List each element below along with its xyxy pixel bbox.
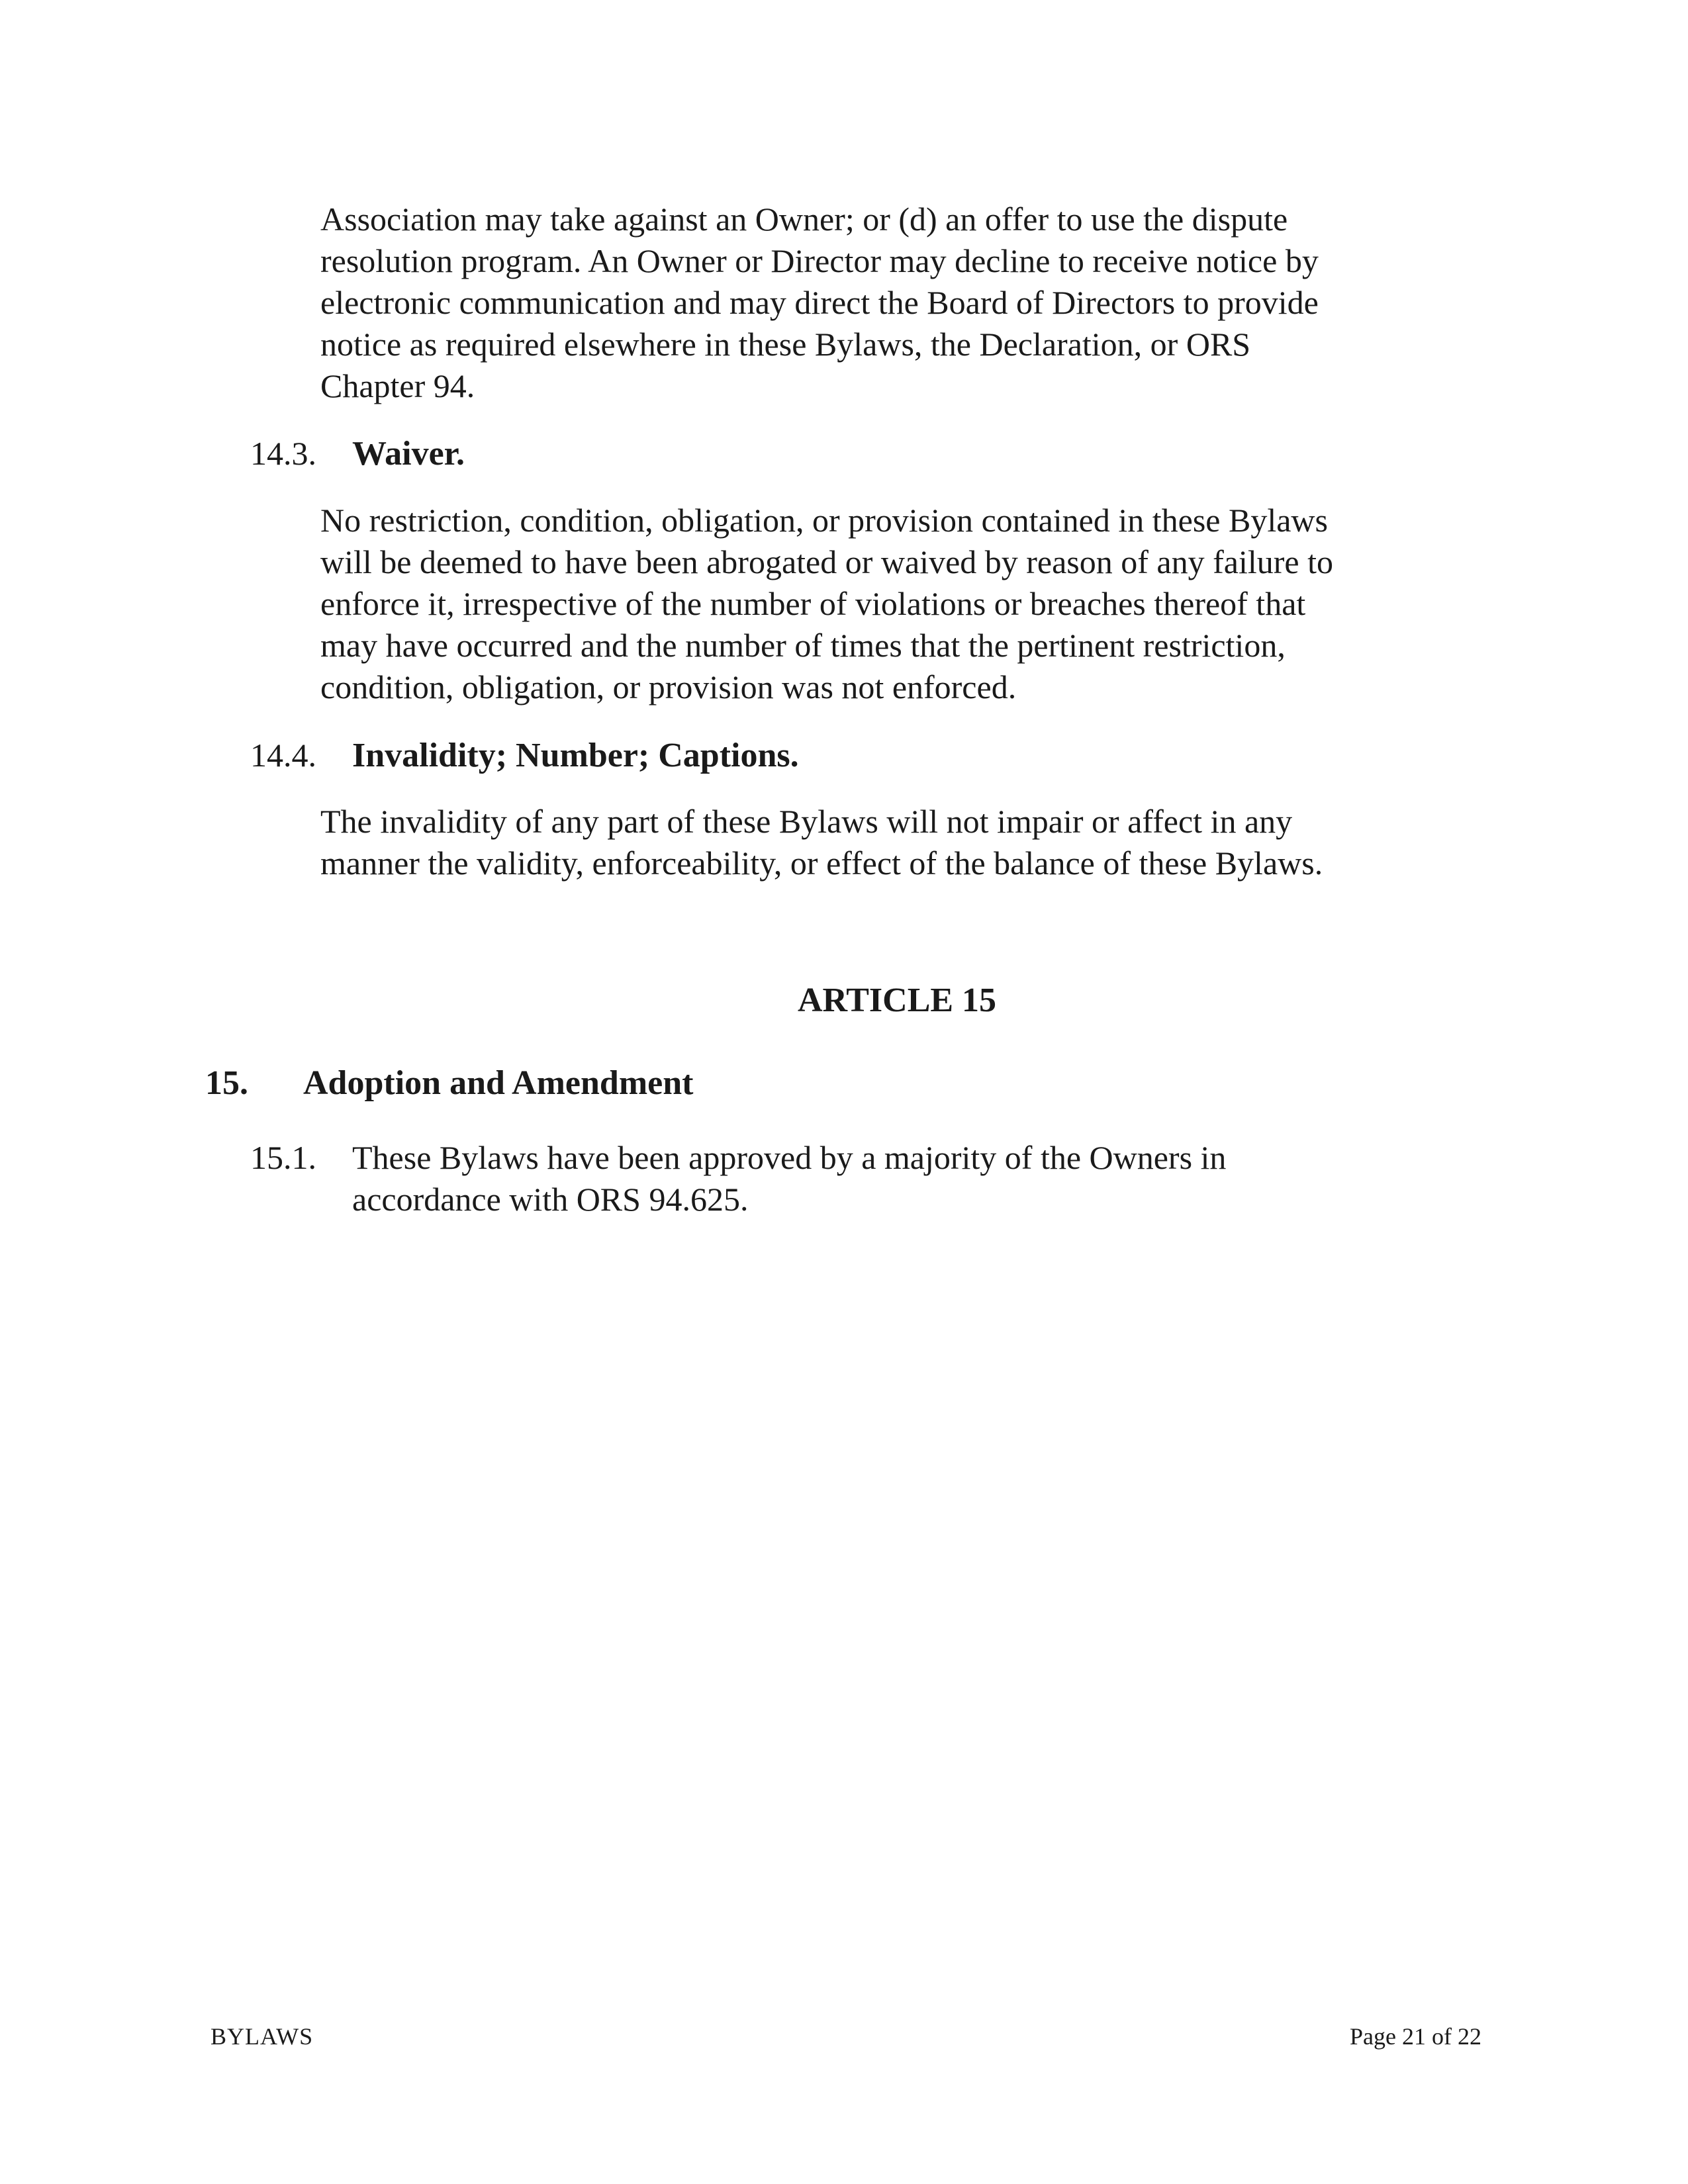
section-14-3-number: 14.3.: [250, 435, 316, 472]
section-14-3-title: Waiver.: [352, 435, 465, 473]
section-14-3-paragraph: [320, 500, 1333, 708]
paragraph-line: manner the validity, enforceability, or effect of the balance of these Bylaws.: [320, 844, 1323, 882]
paragraph-line: resolution program. An Owner or Director may decline to receive notice by: [320, 242, 1319, 279]
paragraph-line: electronic communication and may direct the Board of Directors to provide: [320, 284, 1319, 321]
section-14-4-number: 14.4.: [250, 737, 316, 774]
section-14-4-paragraph: [320, 801, 1323, 884]
footer-page-number: Page 21 of 22: [1350, 2023, 1481, 2050]
section-14-4-title: Invalidity; Number; Captions.: [352, 737, 799, 774]
section-15-1-number: 15.1.: [250, 1139, 316, 1176]
paragraph-line: notice as required elsewhere in these Bylaws, the Declaration, or ORS: [320, 326, 1251, 363]
paragraph-line: No restriction, condition, obligation, or provision contained in these Bylaws: [320, 502, 1328, 539]
paragraph-line: accordance with ORS 94.625.: [352, 1181, 749, 1218]
paragraph-line: These Bylaws have been approved by a majority of the Owners in: [352, 1139, 1227, 1176]
paragraph-line: enforce it, irrespective of the number of violations or breaches thereof that: [320, 585, 1306, 622]
paragraph-line: Chapter 94.: [320, 367, 475, 404]
footer-document-name: BYLAWS: [211, 2023, 314, 2050]
paragraph-line: will be deemed to have been abrogated or waived by reason of any failure to: [320, 543, 1333, 580]
paragraph-line: The invalidity of any part of these Bylaws will not impair or affect in any: [320, 803, 1293, 840]
article-heading: ARTICLE 15: [797, 981, 997, 1019]
paragraph-line: condition, obligation, or provision was not enforced.: [320, 668, 1017, 705]
section-15-number: 15.: [205, 1064, 248, 1102]
section-15-title: Adoption and Amendment: [303, 1064, 694, 1102]
paragraph-line: Association may take against an Owner; or (d) an offer to use the dispute: [320, 201, 1288, 238]
continuation-paragraph: [320, 199, 1319, 407]
section-15-1-paragraph: [352, 1137, 1226, 1220]
paragraph-line: may have occurred and the number of times that the pertinent restriction,: [320, 627, 1286, 664]
